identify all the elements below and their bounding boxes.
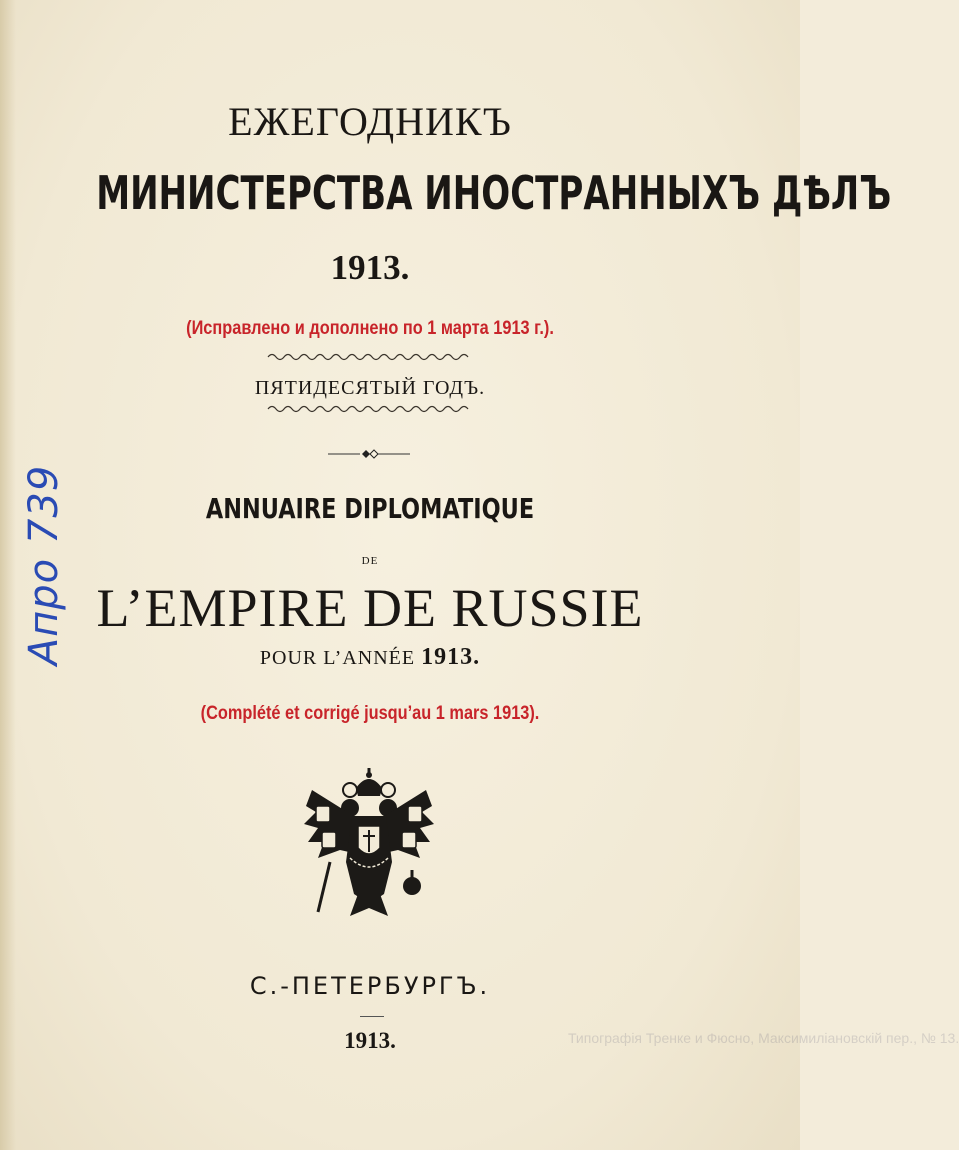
title-ru-line2: МИНИСТЕРСТВА ИНОСТРАННЫХЪ ДѢЛЪ	[96, 166, 892, 220]
title-fr-year: 1913.	[421, 644, 481, 670]
title-fr-pour-prefix: POUR L’ANNÉE	[259, 647, 416, 669]
edition-label: ПЯТИДЕСЯТЫЙ ГОДЪ.	[254, 377, 486, 399]
imprint-rule	[360, 1016, 384, 1017]
title-fr-de: DE	[361, 555, 379, 567]
library-stamp-text: Апро 739	[21, 464, 67, 666]
wavy-rule-top	[268, 351, 470, 363]
library-stamp	[14, 440, 74, 690]
imprint-city: С.-ПЕТЕРБУРГЪ.	[249, 972, 491, 1000]
show-through-text: Типографія Тренке и Фюсно, Максимиліановскій пер., № 13.	[568, 1030, 959, 1046]
imperial-eagle-icon	[300, 766, 438, 922]
title-fr-line1: ANNUAIRE DIPLOMATIQUE	[205, 492, 535, 525]
imprint-year: 1913.	[344, 1028, 396, 1053]
title-fr-note: (Complété et corrigé jusqu’au 1 mars 1913).	[200, 703, 540, 724]
title-ru-year: 1913.	[330, 248, 410, 287]
title-ru-line1: ЕЖЕГОДНИКЪ	[228, 99, 512, 144]
wavy-rule-bottom	[268, 403, 470, 415]
title-fr-line2: L’EMPIRE DE RUSSIE	[96, 578, 644, 638]
title-fr-pour	[0, 644, 740, 671]
ornament-divider	[328, 447, 410, 461]
title-ru-note: (Исправлено и дополнено по 1 марта 1913 г.).	[186, 318, 554, 339]
